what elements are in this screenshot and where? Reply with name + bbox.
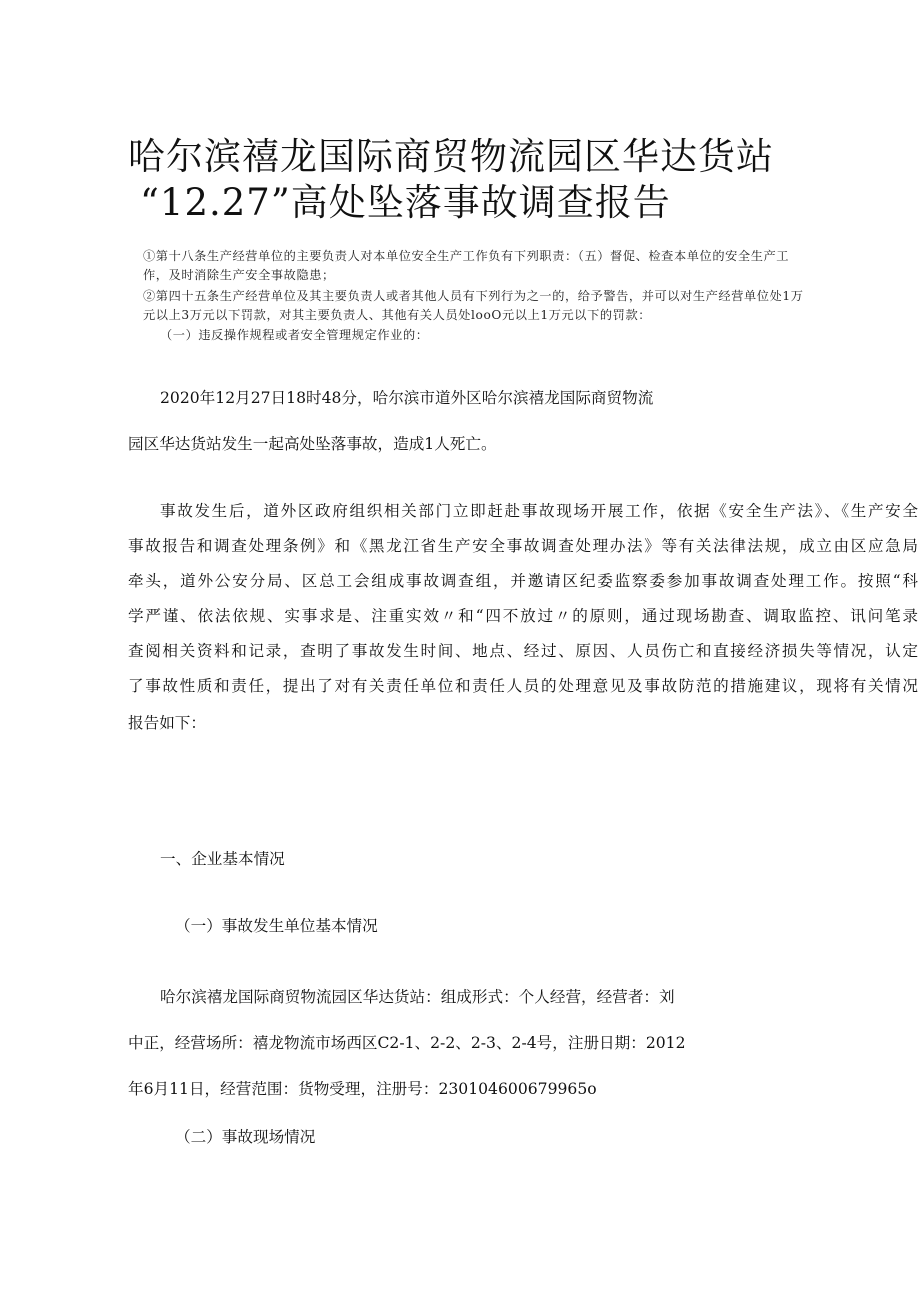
paragraph-line: 了事故性质和责任，提出了对有关责任单位和责任人员的处理意见及事故防范的措施建议，现将有关情况 <box>128 677 918 695</box>
company-info-line: 哈尔滨禧龙国际商贸物流园区华达货站：组成形式：个人经营，经营者：刘 <box>160 988 675 1006</box>
company-info-line: 中正，经营场所：禧龙物流市场西区C2-1、2-2、2-3、2-4号，注册日期：2012 <box>128 1034 686 1052</box>
paragraph-line: 查阅相关资料和记录，查明了事故发生时间、地点、经过、原因、人员伤亡和直接经济损失等情况，认定 <box>128 642 918 660</box>
paragraph-line: 学严谨、依法依规、实事求是、注重实效〃和“四不放过〃的原则，通过现场勘查、调取监控、讯问笔录 <box>128 607 918 625</box>
paragraph-line: 事故发生后，道外区政府组织相关部门立即赶赴事故现场开展工作，依据《安全生产法》、《生产安全 <box>160 502 918 520</box>
section-heading: 一、企业基本情况 <box>160 850 285 868</box>
footnote-line: ①第十八条生产经营单位的主要负责人对本单位安全生产工作负有下列职责：（五）督促、检查本单位的安全生产工 <box>143 249 790 263</box>
report-title-line2: “12.27”高处坠落事故调查报告 <box>140 181 671 224</box>
intro-line: 2020年12月27日18时48分，哈尔滨市道外区哈尔滨禧龙国际商贸物流 <box>160 389 654 407</box>
subsection-heading: （二）事故现场情况 <box>175 1128 316 1146</box>
subsection-heading: （一）事故发生单位基本情况 <box>175 917 378 935</box>
paragraph-line: 报告如下： <box>128 714 206 732</box>
footnote-line: 作，及时消除生产安全事故隐患； <box>143 268 335 282</box>
footnote-line: 元以上3万元以下罚款，对其主要负责人、其他有关人员处looO元以上1万元以下的罚款： <box>143 308 652 322</box>
report-title-line1: 哈尔滨禧龙国际商贸物流园区华达货站 <box>128 135 774 178</box>
intro-line: 园区华达货站发生一起高处坠落事故，造成1人死亡。 <box>128 435 497 453</box>
footnote-line: （一）违反操作规程或者安全管理规定作业的： <box>160 328 429 342</box>
paragraph-line: 事故报告和调查处理条例》和《黑龙江省生产安全事故调查处理办法》等有关法律法规，成立由区应急局 <box>128 537 918 555</box>
paragraph-line: 牵头，道外公安分局、区总工会组成事故调查组，并邀请区纪委监察委参加事故调查处理工作。按照“科 <box>128 572 918 590</box>
company-info-line: 年6月11日，经营范围：货物受理，注册号：230104600679965o <box>128 1080 597 1098</box>
footnote-line: ②第四十五条生产经营单位及其主要负责人或者其他人员有下列行为之一的，给予警告，并可以对生产经营单位处1万 <box>143 289 804 303</box>
